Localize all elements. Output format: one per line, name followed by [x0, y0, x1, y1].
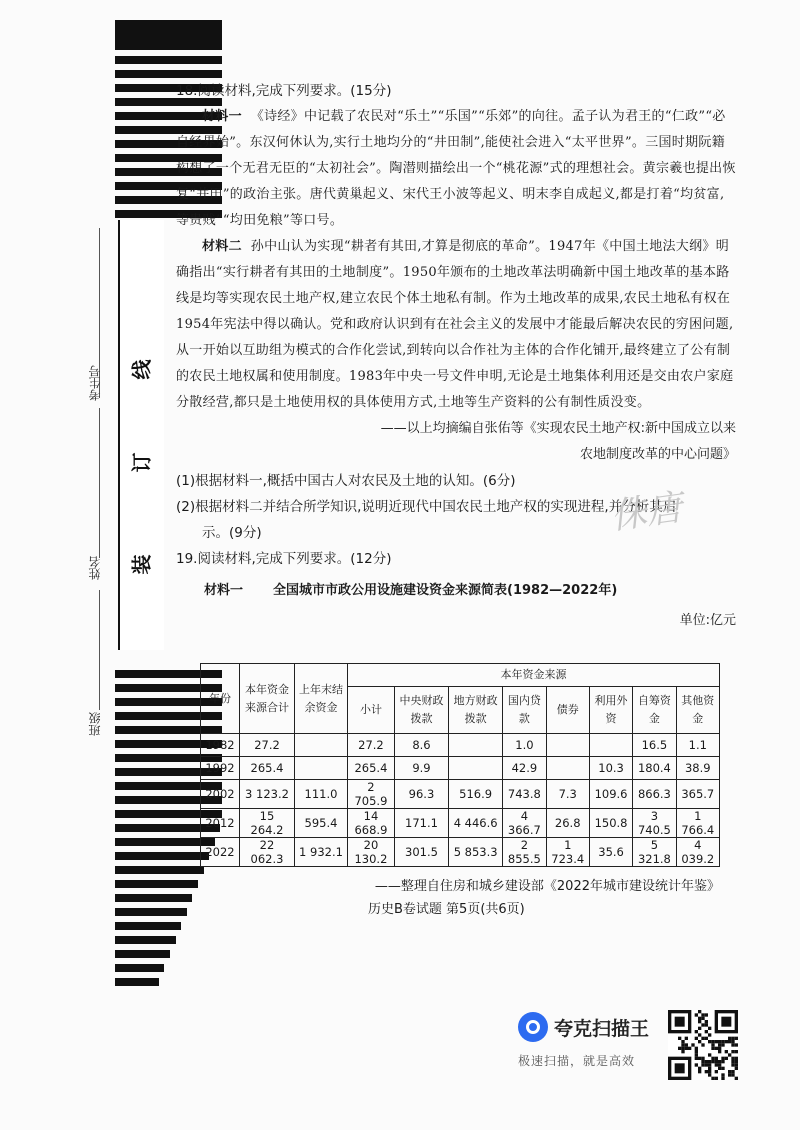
- binding-char-zhuang: 装: [129, 554, 154, 575]
- table-cell: 265.4: [348, 757, 395, 780]
- binding-char-ding: 订: [129, 452, 154, 473]
- brand-slogan: 极速扫描，就是高效: [518, 1054, 636, 1068]
- table-row: [201, 734, 720, 757]
- q18-m1-label: 材料一: [202, 109, 242, 124]
- table-cell: 5 321.8: [633, 838, 676, 867]
- th-sub-5: 利用外资: [589, 687, 632, 734]
- table-cell: 3 123.2: [240, 780, 295, 809]
- binding-bar: [115, 950, 170, 958]
- th-sub-6: 自筹资金: [633, 687, 676, 734]
- binding-text-area: [118, 220, 164, 650]
- table-cell: 150.8: [589, 809, 632, 838]
- page-footer: 历史B卷试题 第5页(共6页): [368, 902, 525, 917]
- watermark-stamp: 侏唐: [607, 487, 685, 538]
- table-cell: 2022: [201, 838, 240, 867]
- q19-m1-label: 材料一: [204, 583, 244, 598]
- table-cell: 4 366.7: [503, 809, 546, 838]
- th-sub-1: 中央财政拨款: [394, 687, 448, 734]
- q18-m2-text: 孙中山认为实现“耕者有其田,才算是彻底的革命”。1947年《中国土地法大纲》明确指出“实行耕者有其田的土地制度”。1950年颁布的土地改革法明确新中国土地改革的基本路线是均等实现农民土地产权,建立农民个体土地私有制。作为土地改革的成果,农民土地私有权在1954年宪法中得以确认。党和政府认识到有在社会主义的发展中才能最后解决农民的穷困问题,从一开始以互助组为模式的合作化尝试,到转向以合作社为主体的合作化铺开,最终建立了公有制的农民土地权属和使用制度。1983年中央一号文件申明,无论是土地集体利用还是交由农户家庭分散经营,都只是土地使用权的具体使用方式,土地等生产资料的公有制性质没变。: [176, 239, 734, 410]
- binding-bar: [115, 978, 159, 986]
- table-cell: 96.3: [394, 780, 448, 809]
- question-content: [176, 78, 736, 634]
- table-cell: 2012: [201, 809, 240, 838]
- binding-bar: [115, 964, 164, 972]
- th-sub-3: 国内贷款: [503, 687, 546, 734]
- th-sub-4: 债券: [546, 687, 589, 734]
- q18-material-1: [176, 104, 736, 234]
- table-cell: 1 723.4: [546, 838, 589, 867]
- table-cell: 1.1: [676, 734, 719, 757]
- table-row: [201, 757, 720, 780]
- table-row: [201, 780, 720, 809]
- table-cell: 1.0: [503, 734, 546, 757]
- table-cell: 26.8: [546, 809, 589, 838]
- table-cell: 3 740.5: [633, 809, 676, 838]
- class-underline: [99, 590, 100, 710]
- table-cell: 1 766.4: [676, 809, 719, 838]
- table-row: [201, 809, 720, 838]
- q18-m2-label: 材料二: [202, 239, 242, 254]
- table-cell: 10.3: [589, 757, 632, 780]
- q18-source-2: 农地制度改革的中心问题》: [579, 447, 736, 462]
- q19-title: 19.阅读材料,完成下列要求。(12分): [176, 551, 392, 567]
- table-row: [201, 838, 720, 867]
- q19-unit: 单位:亿元: [679, 613, 736, 628]
- binding-bar: [115, 70, 222, 78]
- table-cell: 35.6: [589, 838, 632, 867]
- scanner-brand: [518, 1012, 668, 1072]
- table-cell: [295, 757, 348, 780]
- table-cell: 2 855.5: [503, 838, 546, 867]
- table-cell: 301.5: [394, 838, 448, 867]
- binding-bar: [115, 20, 222, 50]
- th-sub-0: 小计: [348, 687, 395, 734]
- th-year: 年份: [201, 664, 240, 734]
- binding-bar: [115, 894, 192, 902]
- table-cell: 516.9: [449, 780, 503, 809]
- th-total: 本年资金来源合计: [240, 664, 295, 734]
- table-cell: 2 705.9: [348, 780, 395, 809]
- q18-material-2: [176, 234, 736, 416]
- q18-source-1: ——以上均摘编自张佑等《实现农民土地产权:新中国成立以来: [380, 421, 736, 436]
- table-cell: 38.9: [676, 757, 719, 780]
- table-cell: 743.8: [503, 780, 546, 809]
- q18-m1-text: 《诗经》中记载了农民对“乐土”“乐国”“乐郊”的向往。孟子认为君王的“仁政”“必自经界始”。东汉何休认为,实行土地均分的“井田制”,能使社会进入“太平世界”。三国时期阮籍构想了一个无君无臣的“太初社会”。陶潜则描绘出一个“桃花源”式的理想社会。黄宗羲也提出恢复“井田”的政治主张。唐代黄巢起义、宋代王小波等起义、明末李自成起义,都是打着“均贫富,等贵贱”“均田免粮”等口号。: [176, 109, 736, 228]
- name-underline: [99, 408, 100, 558]
- binding-bar: [115, 922, 181, 930]
- table-cell: 7.3: [546, 780, 589, 809]
- th-prev: 上年末结余资金: [295, 664, 348, 734]
- q19-table-heading: [176, 578, 736, 604]
- table-cell: 8.6: [394, 734, 448, 757]
- q18-sub-2b: 示。(9分): [202, 525, 262, 541]
- table-cell: 1982: [201, 734, 240, 757]
- table-cell: 22 062.3: [240, 838, 295, 867]
- table-cell: 1 932.1: [295, 838, 348, 867]
- table-cell: 1992: [201, 757, 240, 780]
- table-cell: [546, 757, 589, 780]
- table-cell: 14 668.9: [348, 809, 395, 838]
- table-cell: 42.9: [503, 757, 546, 780]
- table-body: [201, 734, 720, 867]
- th-sub-7: 其他资金: [676, 687, 719, 734]
- table-cell: [449, 757, 503, 780]
- table-cell: 27.2: [240, 734, 295, 757]
- table-cell: 2002: [201, 780, 240, 809]
- binding-bar: [115, 936, 176, 944]
- th-group: 本年资金来源: [348, 664, 720, 687]
- q18-title: 18.阅读材料,完成下列要求。(15分): [176, 83, 392, 99]
- table-cell: 180.4: [633, 757, 676, 780]
- table-cell: 595.4: [295, 809, 348, 838]
- q18-sub-1: (1)根据材料一,概括中国古人对农民及土地的认知。(6分): [176, 473, 516, 489]
- name-label: 姓名: [88, 556, 102, 580]
- qr-code-icon: [668, 1010, 738, 1080]
- binding-bar: [115, 866, 204, 874]
- table-cell: 4 039.2: [676, 838, 719, 867]
- binding-bar: [115, 908, 187, 916]
- table-cell: [295, 734, 348, 757]
- table-cell: 866.3: [633, 780, 676, 809]
- table-cell: 16.5: [633, 734, 676, 757]
- table-cell: 5 853.3: [449, 838, 503, 867]
- table-cell: 27.2: [348, 734, 395, 757]
- table-cell: 265.4: [240, 757, 295, 780]
- binding-bar: [115, 852, 209, 860]
- table-cell: 109.6: [589, 780, 632, 809]
- brand-logo-icon: [518, 1012, 548, 1042]
- funding-table: [200, 663, 720, 867]
- exam-id-label: 考生号: [88, 365, 102, 401]
- binding-bar: [115, 56, 222, 64]
- table-cell: [449, 734, 503, 757]
- table-cell: 9.9: [394, 757, 448, 780]
- table-cell: [589, 734, 632, 757]
- q19-table-title: 全国城市市政公用设施建设资金来源简表(1982—2022年): [273, 583, 618, 598]
- binding-bar: [115, 880, 198, 888]
- table-cell: 365.7: [676, 780, 719, 809]
- binding-char-line: 线: [129, 359, 154, 380]
- table-cell: 4 446.6: [449, 809, 503, 838]
- table-cell: 15 264.2: [240, 809, 295, 838]
- table-cell: [546, 734, 589, 757]
- q19-table-source: ——整理自住房和城乡建设部《2022年城市建设统计年鉴》: [374, 879, 720, 894]
- table-cell: 111.0: [295, 780, 348, 809]
- th-sub-2: 地方财政拨款: [449, 687, 503, 734]
- brand-name: 夸克扫描王: [554, 1018, 650, 1040]
- class-label: 班级: [88, 712, 102, 736]
- q18-sub-2a: (2)根据材料二并结合所学知识,说明近现代中国农民土地产权的实现进程,并分析其启: [176, 499, 677, 515]
- table-cell: 171.1: [394, 809, 448, 838]
- table-cell: 20 130.2: [348, 838, 395, 867]
